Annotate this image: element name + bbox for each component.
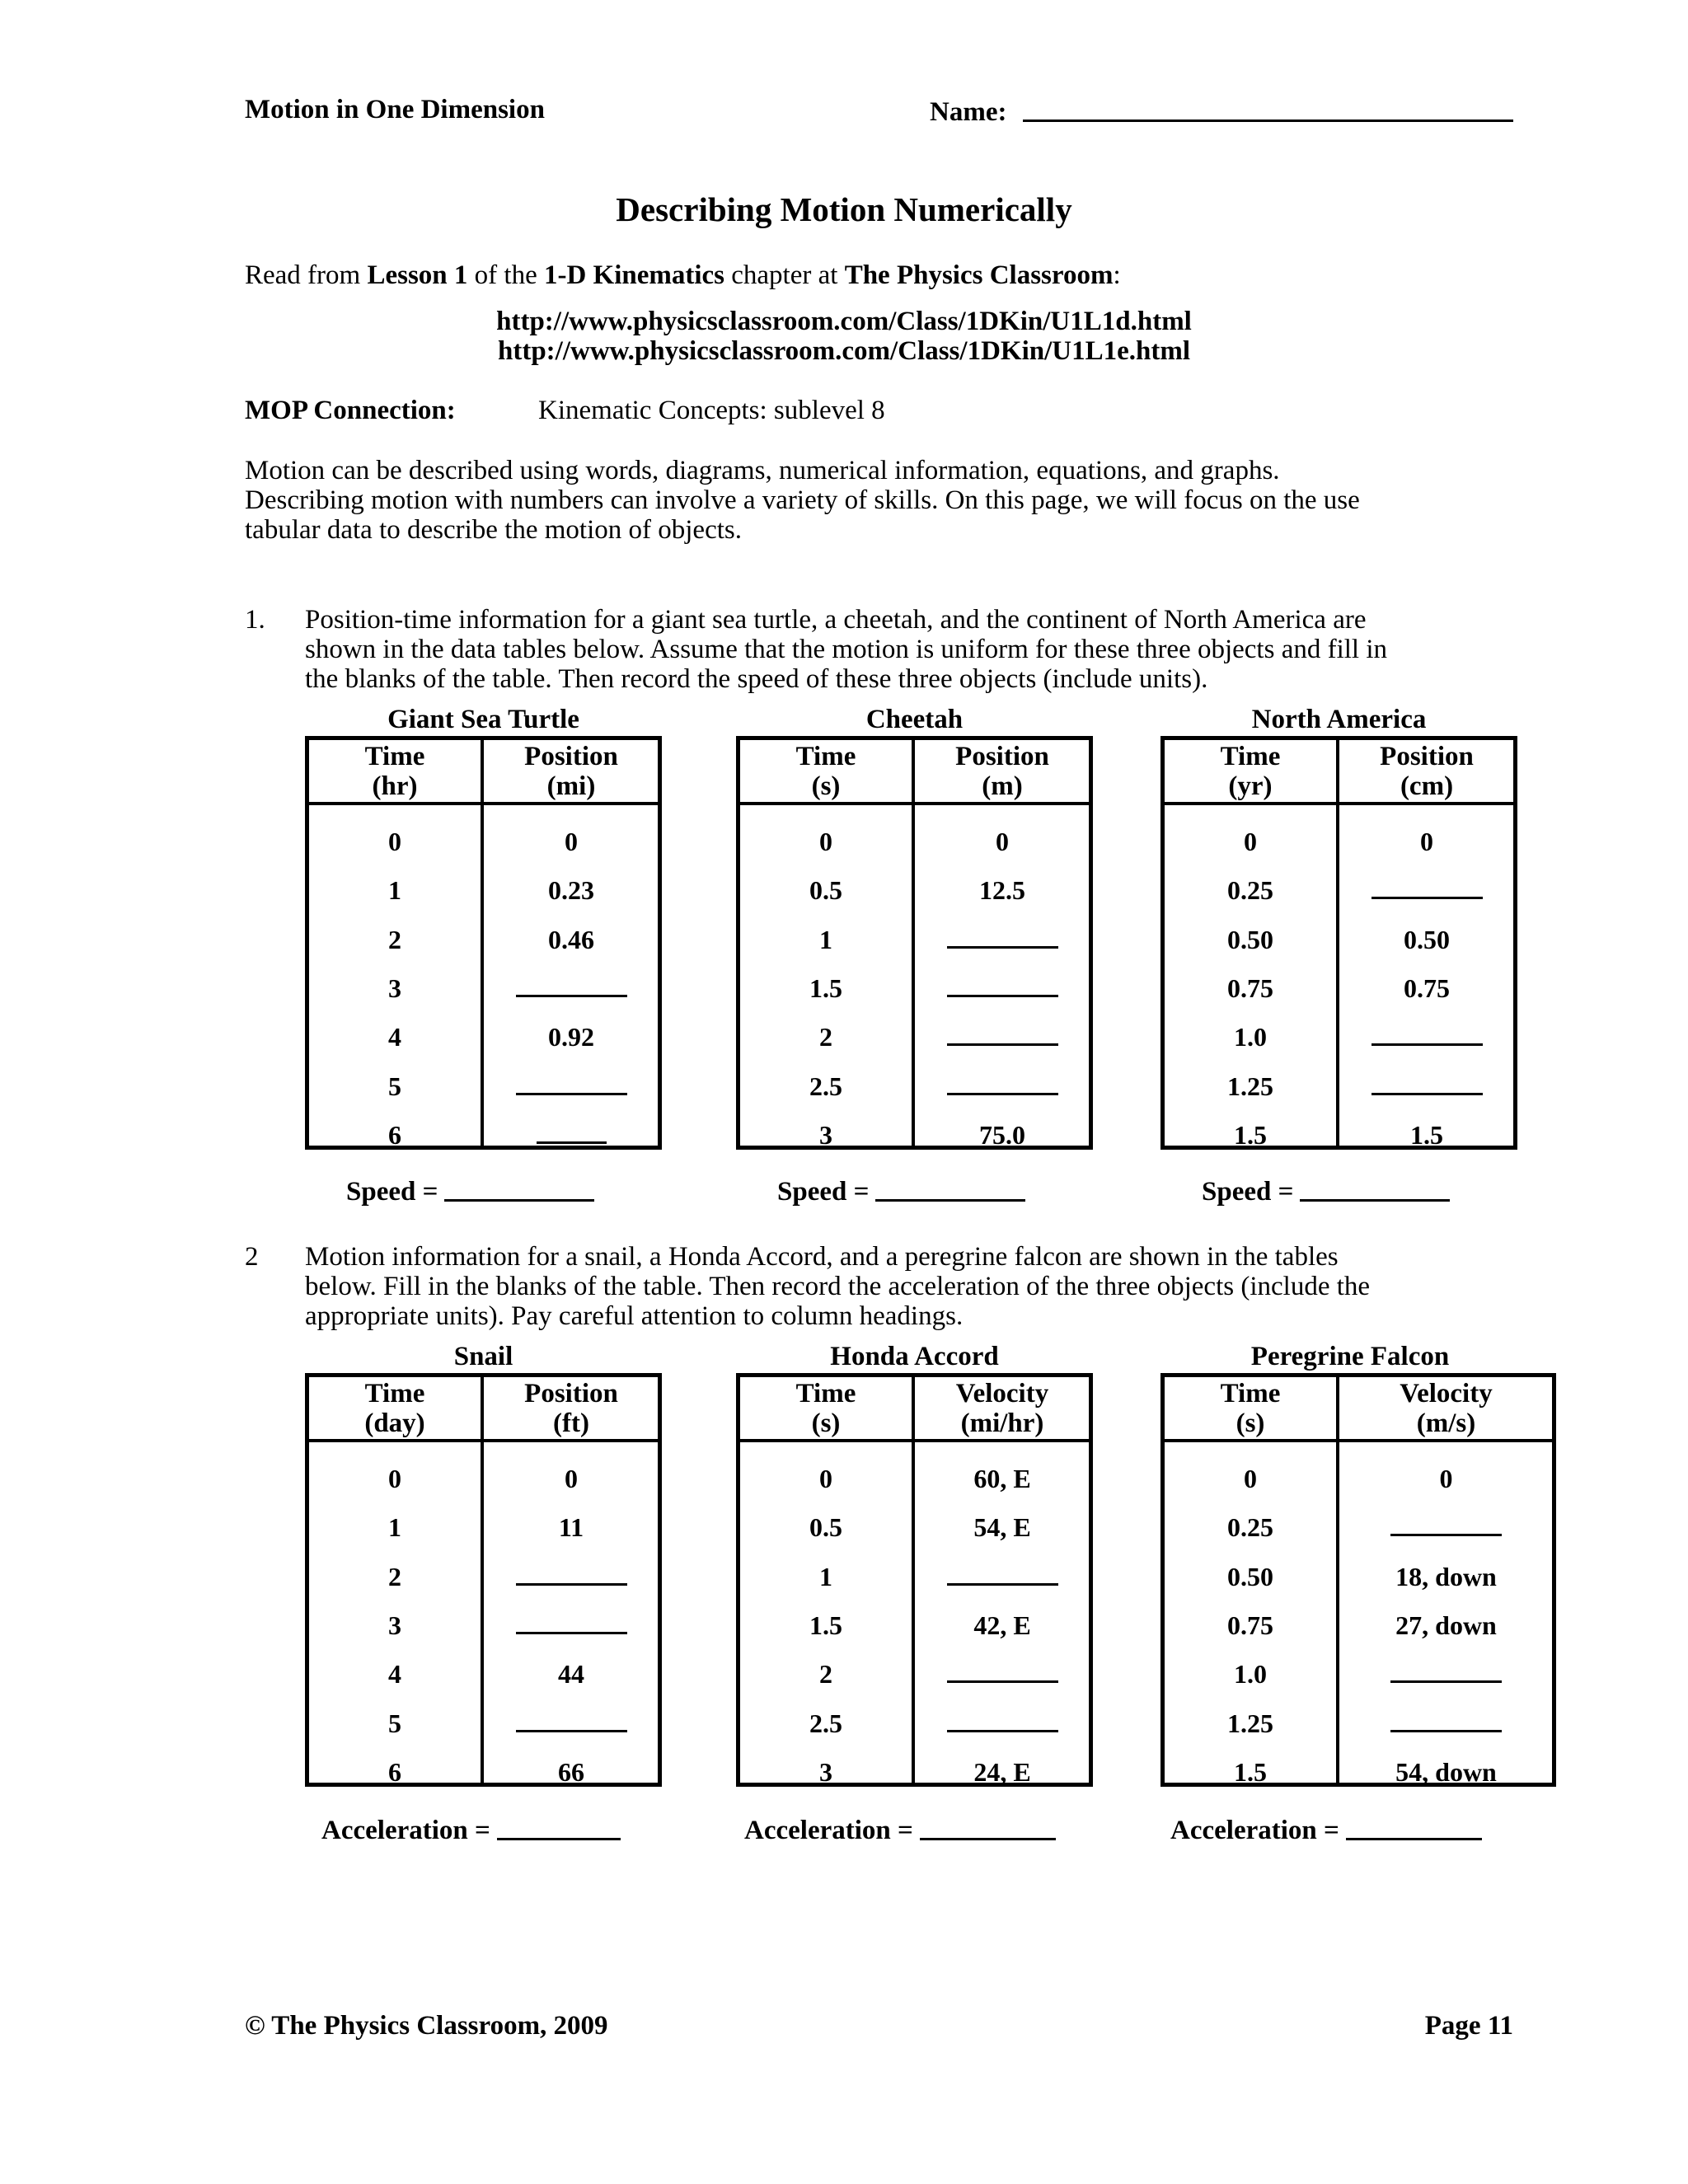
time-cell: 0	[819, 827, 832, 856]
time-cell: 0	[388, 1464, 401, 1493]
table-title: Snail	[453, 1342, 513, 1371]
value-cell: 18, down	[1395, 1561, 1497, 1591]
blank-line[interactable]	[537, 1120, 607, 1144]
table-title: Peregrine Falcon	[1250, 1342, 1450, 1371]
table-title: Giant Sea Turtle	[387, 705, 579, 734]
time-cell: 4	[388, 1022, 401, 1052]
value-cell: 0	[1439, 1464, 1453, 1493]
time-cell: 0.25	[1227, 875, 1273, 906]
time-cell: 1.5	[1234, 1756, 1267, 1787]
table-title: Honda Accord	[830, 1342, 999, 1371]
column-header-line: (s)	[811, 1408, 841, 1438]
intro-paragraph: Motion can be described using words, diagrams, numerical information, equations, and graphs. Describing motion with numbers can involve a variety of skills. On this page, we will focus on the use tabular data to describe the motion of objects.	[245, 456, 1360, 545]
column-header-line: (ft)	[553, 1408, 589, 1438]
answer-blank-line[interactable]	[444, 1178, 594, 1202]
value-cell: 54, E	[973, 1512, 1031, 1543]
column-header-line: Position	[1380, 742, 1474, 771]
blank-line[interactable]	[1372, 875, 1483, 899]
time-cell: 1	[388, 1512, 401, 1543]
answer-blank[interactable]	[485, 1708, 658, 1741]
value-cell: 60, E	[973, 1464, 1031, 1493]
value-cell: 0.92	[548, 1022, 594, 1052]
value-cell: 11	[558, 1512, 584, 1543]
time-cell: 2.5	[809, 1708, 842, 1738]
time-cell: 0.25	[1227, 1512, 1273, 1543]
answer-field[interactable]	[777, 1177, 1025, 1207]
data-table	[305, 1373, 662, 1787]
blank-line[interactable]	[1390, 1708, 1502, 1732]
time-cell: 1	[819, 1561, 832, 1591]
answer-field[interactable]	[1170, 1816, 1482, 1846]
time-cell: 4	[388, 1659, 401, 1690]
time-cell: 2	[388, 1561, 401, 1591]
column-header	[740, 1377, 912, 1439]
blank-line[interactable]	[947, 1659, 1058, 1683]
column-header-line: Position	[955, 742, 1049, 771]
q2-text: Motion information for a snail, a Honda Accord, and a peregrine falcon are shown in the tables below. Fill in the blanks of the table. Then record the acceleration of the three objects (include the appropriate units). Pay careful attention to column headings.	[305, 1242, 1371, 1331]
data-table	[736, 1373, 1093, 1787]
time-cell: 1.0	[1234, 1022, 1267, 1052]
column-header-line: Time	[364, 742, 425, 771]
value-cell: 0.46	[548, 924, 594, 954]
answer-blank[interactable]	[485, 1610, 658, 1643]
column-header	[916, 740, 1089, 802]
value-cell: 0.50	[1404, 924, 1450, 954]
answer-field[interactable]	[744, 1816, 1056, 1846]
column-header-line: (s)	[811, 771, 841, 801]
column-header	[1165, 740, 1336, 802]
value-cell: 0.23	[548, 875, 594, 906]
blank-line[interactable]	[1372, 1022, 1483, 1046]
column-header-line: Time	[364, 1379, 425, 1408]
value-cell: 0.75	[1404, 972, 1450, 1003]
column-header-line: Time	[795, 742, 856, 771]
column-header	[485, 740, 658, 802]
column-divider	[1336, 740, 1339, 1146]
mop-label: MOP Connection:	[245, 396, 456, 425]
answer-blank-line[interactable]	[1346, 1816, 1482, 1840]
column-header-line: (m/s)	[1416, 1408, 1476, 1438]
time-cell: 2	[388, 924, 401, 954]
value-cell: 0	[565, 827, 578, 856]
answer-blank[interactable]	[1340, 875, 1513, 908]
time-cell: 0	[1244, 1464, 1257, 1493]
time-cell: 1.25	[1227, 1708, 1273, 1738]
time-cell: 2.5	[809, 1071, 842, 1101]
value-cell: 12.5	[979, 875, 1025, 906]
column-header	[1340, 1377, 1552, 1439]
blank-line[interactable]	[516, 1610, 627, 1634]
answer-blank[interactable]	[1340, 1512, 1552, 1545]
column-header	[1340, 740, 1513, 802]
q1-number: 1.	[245, 605, 265, 635]
blank-line[interactable]	[516, 1708, 627, 1732]
header-divider	[740, 802, 1089, 805]
blank-line[interactable]	[516, 1562, 627, 1586]
copyright: © The Physics Classroom, 2009	[245, 2011, 608, 2041]
table-title: Cheetah	[865, 705, 964, 734]
time-cell: 0.5	[809, 1512, 842, 1543]
answer-blank[interactable]	[1340, 1708, 1552, 1741]
answer-blank[interactable]	[916, 925, 1089, 958]
answer-blank[interactable]	[1340, 1659, 1552, 1692]
column-header	[1165, 1377, 1336, 1439]
time-cell: 0	[1244, 827, 1257, 856]
time-cell: 0.5	[809, 875, 842, 906]
blank-line[interactable]	[1390, 1659, 1502, 1683]
column-header-line: (s)	[1236, 1408, 1265, 1438]
time-cell: 3	[388, 972, 401, 1003]
answer-blank[interactable]	[1340, 1022, 1513, 1055]
column-header-line: (cm)	[1400, 771, 1454, 801]
time-cell: 0.75	[1227, 1610, 1273, 1640]
time-cell: 5	[388, 1071, 401, 1101]
time-cell: 3	[388, 1610, 401, 1640]
answer-blank[interactable]	[916, 1659, 1089, 1692]
q1-text: Position-time information for a giant sea turtle, a cheetah, and the continent of North America are shown in the data tables below. Assume that the motion is uniform for these three objects and fill in the blanks of the table. Then record the speed of these three objects (include units).	[305, 605, 1388, 694]
answer-blank[interactable]	[485, 1562, 658, 1595]
value-cell: 42, E	[973, 1610, 1031, 1640]
column-divider	[912, 740, 915, 1146]
column-header-line: (day)	[364, 1408, 425, 1438]
column-header-line: Time	[1220, 1379, 1281, 1408]
answer-label: Acceleration =	[744, 1816, 913, 1845]
column-divider	[481, 740, 484, 1146]
time-cell: 1.5	[1234, 1119, 1267, 1150]
blank-line[interactable]	[947, 973, 1058, 997]
column-header-line: (hr)	[372, 771, 418, 801]
value-cell: 0	[996, 827, 1009, 856]
column-divider	[912, 1377, 915, 1783]
answer-blank-line[interactable]	[1300, 1178, 1450, 1202]
blank-line[interactable]	[947, 1022, 1058, 1046]
page-title: Describing Motion Numerically	[616, 190, 1072, 228]
answer-blank[interactable]	[485, 973, 658, 1006]
table-title: North America	[1251, 705, 1427, 734]
unit-title: Motion in One Dimension	[245, 95, 545, 124]
value-cell: 0	[1420, 827, 1433, 856]
mop-value: Kinematic Concepts: sublevel 8	[538, 396, 885, 425]
column-header-line: Velocity	[1400, 1379, 1493, 1408]
value-cell: 0	[565, 1464, 578, 1493]
column-header	[485, 1377, 658, 1439]
answer-label: Speed =	[346, 1177, 438, 1207]
column-divider	[1336, 1377, 1339, 1783]
answer-blank[interactable]	[916, 1071, 1089, 1104]
time-cell: 1.5	[809, 972, 842, 1003]
data-table	[1160, 1373, 1556, 1787]
blank-line[interactable]	[516, 973, 627, 997]
answer-field[interactable]	[1202, 1177, 1450, 1207]
time-cell: 3	[819, 1119, 832, 1150]
answer-blank-line[interactable]	[497, 1816, 621, 1840]
column-header-line: Position	[524, 1379, 618, 1408]
column-header-line: (mi/hr)	[960, 1408, 1044, 1438]
time-cell: 5	[388, 1708, 401, 1738]
time-cell: 0.50	[1227, 924, 1273, 954]
value-cell: 44	[558, 1659, 584, 1690]
header-divider	[309, 1439, 658, 1442]
value-cell: 75.0	[979, 1119, 1025, 1150]
url-2[interactable]: http://www.physicsclassroom.com/Class/1DKin/U1L1e.html	[497, 336, 1191, 366]
answer-blank-line[interactable]	[920, 1816, 1056, 1840]
value-cell: 54, down	[1395, 1756, 1497, 1787]
answer-blank[interactable]	[916, 1562, 1089, 1595]
column-header-line: (mi)	[546, 771, 596, 801]
page-number: Page 11	[1424, 2011, 1513, 2041]
name-field[interactable]	[930, 95, 1513, 128]
answer-label: Speed =	[1202, 1177, 1294, 1207]
data-table	[1160, 736, 1517, 1150]
answer-blank-line[interactable]	[875, 1178, 1025, 1202]
time-cell: 6	[388, 1119, 401, 1150]
value-cell: 66	[558, 1756, 584, 1787]
time-cell: 0.75	[1227, 972, 1273, 1003]
column-header	[916, 1377, 1089, 1439]
time-cell: 0	[819, 1464, 832, 1493]
name-blank[interactable]	[1023, 95, 1513, 122]
q2-number: 2	[245, 1242, 259, 1272]
column-header	[309, 1377, 481, 1439]
time-cell: 2	[819, 1022, 832, 1052]
column-header-line: Time	[1220, 742, 1281, 771]
time-cell: 0.50	[1227, 1561, 1273, 1591]
column-header-line: (m)	[982, 771, 1023, 801]
time-cell: 1	[388, 875, 401, 906]
column-header-line: Time	[795, 1379, 856, 1408]
column-divider	[481, 1377, 484, 1783]
time-cell: 0	[388, 827, 401, 856]
time-cell: 2	[819, 1659, 832, 1690]
column-header-line: Velocity	[955, 1379, 1049, 1408]
answer-blank[interactable]	[1340, 1071, 1513, 1104]
header-divider	[309, 802, 658, 805]
reading-assignment: Read from Lesson 1 of the 1-D Kinematics chapter at The Physics Classroom:	[245, 260, 1121, 290]
time-cell: 1.0	[1234, 1659, 1267, 1690]
value-cell: 24, E	[973, 1756, 1031, 1787]
column-header	[740, 740, 912, 802]
value-cell: 1.5	[1410, 1119, 1443, 1150]
time-cell: 1.5	[809, 1610, 842, 1640]
answer-blank[interactable]	[485, 1120, 658, 1153]
answer-field[interactable]	[321, 1816, 621, 1846]
answer-blank[interactable]	[485, 1071, 658, 1104]
answer-label: Speed =	[777, 1177, 870, 1207]
blank-line[interactable]	[947, 1071, 1058, 1095]
column-header-line: Position	[524, 742, 618, 771]
blank-line[interactable]	[516, 1071, 627, 1095]
column-header-line: (yr)	[1228, 771, 1273, 801]
answer-blank[interactable]	[916, 1708, 1089, 1741]
data-table	[736, 736, 1093, 1150]
time-cell: 1	[819, 924, 832, 954]
answer-label: Acceleration =	[1170, 1816, 1339, 1845]
answer-field[interactable]	[346, 1177, 594, 1207]
blank-line[interactable]	[1372, 1071, 1483, 1095]
time-cell: 1.25	[1227, 1071, 1273, 1101]
blank-line[interactable]	[947, 1708, 1058, 1732]
answer-blank[interactable]	[916, 1022, 1089, 1055]
name-label: Name:	[930, 97, 1007, 127]
data-table	[305, 736, 662, 1150]
blank-line[interactable]	[947, 925, 1058, 949]
answer-blank[interactable]	[916, 973, 1089, 1006]
header-divider	[1165, 802, 1513, 805]
column-header	[309, 740, 481, 802]
blank-line[interactable]	[947, 1562, 1058, 1586]
answer-label: Acceleration =	[321, 1816, 490, 1845]
time-cell: 3	[819, 1756, 832, 1787]
header-divider	[1165, 1439, 1552, 1442]
value-cell: 27, down	[1395, 1610, 1497, 1640]
header-divider	[740, 1439, 1089, 1442]
time-cell: 6	[388, 1756, 401, 1787]
blank-line[interactable]	[1390, 1512, 1502, 1536]
url-1[interactable]: http://www.physicsclassroom.com/Class/1DKin/U1L1d.html	[496, 307, 1192, 336]
